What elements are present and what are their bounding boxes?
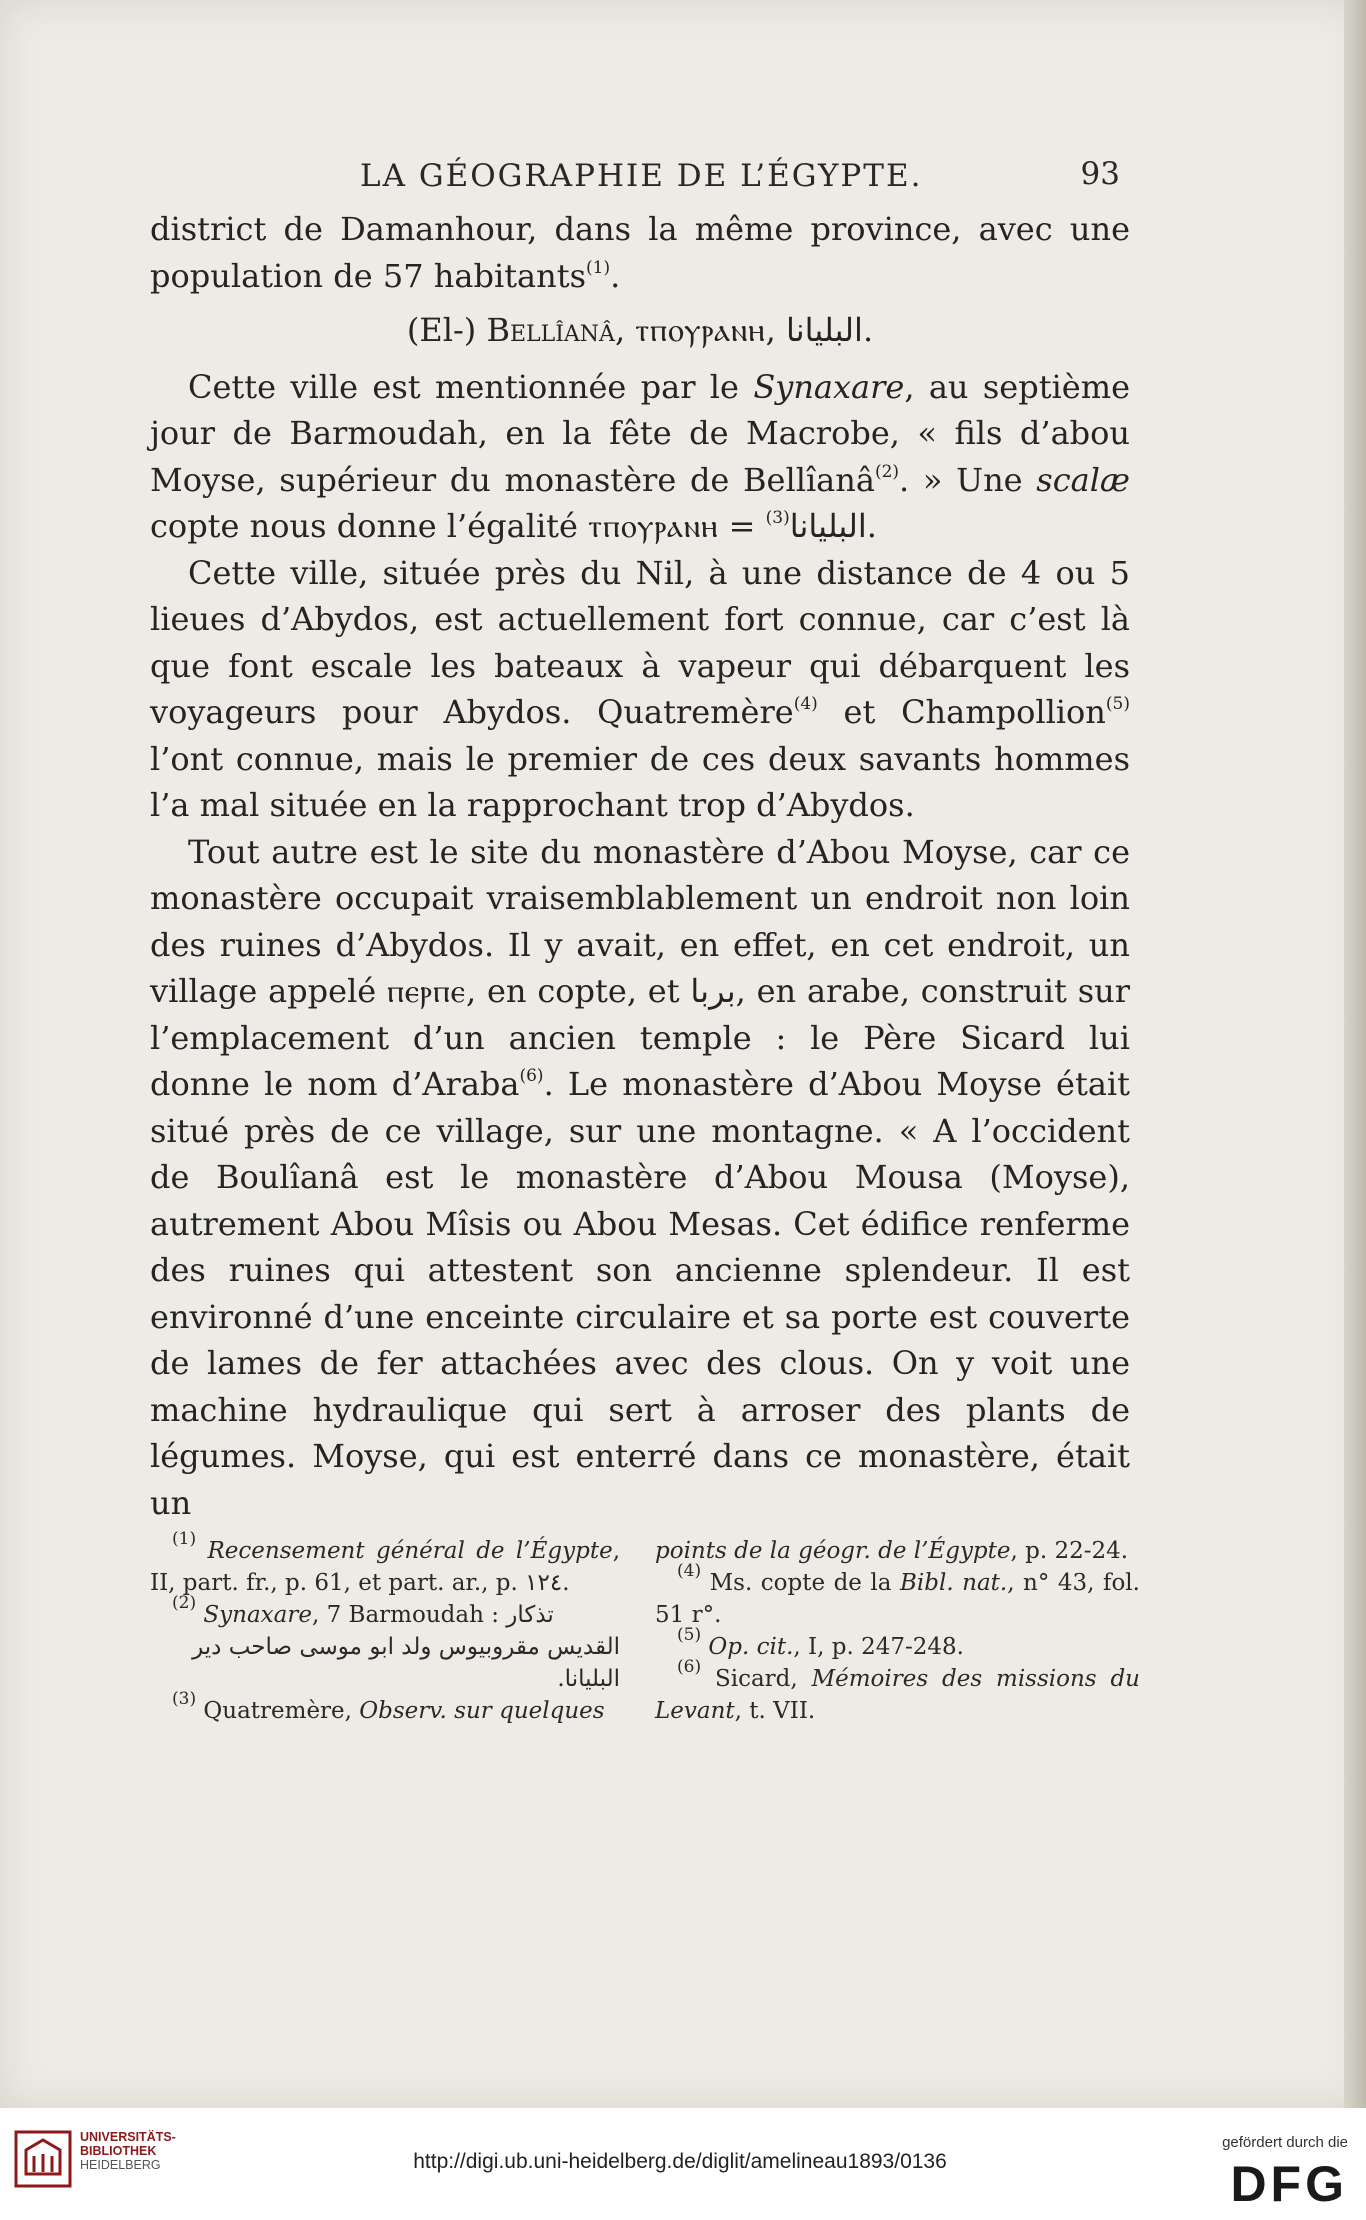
page-edge [1344,0,1366,2108]
footnotes [150,1529,1140,1745]
footnote-6: $^{(6)}$ Sicard, Mémoires des missions du Levant, t. VII. [655,1657,1140,1724]
footnote-1: $^{(1)}$ Recensement général de l’Égypte, II, part. fr., p. 61, et part. ar., p. ١٢٤. [150,1529,620,1596]
footnote-4: $^{(4)}$ Ms. copte de la Bibl. nat., n° 43, fol. 51 r°. [655,1561,1140,1628]
running-head [150,152,1130,204]
footnotes-right-column [655,1535,1140,1727]
paragraph-2: Cette ville, située près du Nil, à une distance de 4 ou 5 lieues d’Abydos, est actuellement fort connue, car c’est là que font escale les bateaux à vapeur qui débarquent les voyageurs pour Abydos. Quatremère$^{(4)}$ et Champollion$^{(5)}$ l’ont connue, mais le premier de ces deux savants hommes l’a mal située en la rapprochant trop d’Abydos. [150,553,1131,824]
footnote-ref-6[interactable]: (6) [519,1066,544,1086]
footnote-ref-3[interactable]: (3) [765,508,790,528]
footnote-5: $^{(5)}$ Op. cit., I, p. 247-248. [677,1625,964,1660]
university-library-logo-icon [12,2128,74,2190]
entry-name: Bellîanâ [486,311,615,349]
entry-arabic: البليانا [785,311,863,349]
footnote-ref-1[interactable]: (1) [586,257,611,278]
page-number: 93 [1080,156,1120,192]
entry-coptic: ⲧⲡⲟⲩⲣⲁⲛⲏ [635,311,766,349]
footnote-ref-2[interactable]: (2) [874,461,900,482]
footnotes-left-column [150,1529,620,1727]
funding-caption: gefördert durch die [1222,2134,1348,2151]
footnote-ref-5[interactable]: (5) [1105,694,1131,714]
footnote-2-arabic: القديس مقروبيوس ولد ابو موسى صاحب دير البليانا. [192,1634,620,1692]
footnote-3-continued: points de la géogr. de l’Égypte, p. 22-24. [655,1538,1129,1564]
paragraph-1: Cette ville est mentionnée par le Synaxare, au septième jour de Barmoudah, en la fête de Macrobe, « fils d’abou Moyse, supérieur du monastère de Bellîanâ$^{(2)}$. » Une scalæ copte nous donne l’égalité ⲧⲡⲟⲩⲣⲁⲛⲏ = البليانا$^{(3)}$ . [150,367,1131,545]
main-text [150,206,1130,1526]
dfg-logo: DFG [1230,2156,1348,2212]
running-title: LA GÉOGRAPHIE DE L’ÉGYPTE. [360,158,923,194]
permalink-url[interactable]: http://digi.ub.uni-heidelberg.de/diglit/amelineau1893/0136 [413,2150,947,2173]
entry-heading: (El-) Bellîanâ, ⲧⲡⲟⲩⲣⲁⲛⲏ, البليانا. [406,311,874,349]
footnote-ref-4[interactable]: (4) [793,694,818,714]
paragraph-0: district de Damanhour, dans la même province, avec une population de 57 habitants$^{(1)}$. [150,210,1130,295]
footnote-3: $^{(3)}$ Quatremère, Observ. sur quelques [172,1689,605,1724]
footnote-2: $^{(2)}$ Synaxare, 7 Barmoudah : تذكار [172,1593,554,1628]
library-name: UNIVERSITÄTS- BIBLIOTHEK HEIDELBERG [80,2130,176,2172]
paragraph-3: Tout autre est le site du monastère d’Abou Moyse, car ce monastère occupait vraisemblablement un endroit non loin des ruines d’Abydos. Il y avait, en effet, en cet endroit, un village appelé ⲡⲉⲣⲡⲉ, en copte, et بربا, en arabe, construit sur l’emplacement d’un ancien temple : le Père Sicard lui donne le nom d’Araba$^{(6)}$. Le monastère d’Abou Moyse était situé près de ce village, sur une montagne. « A l’occident de Boulîanâ est le monastère d’Abou Mousa (Moyse), autrement Abou Mîsis ou Abou Mesas. Cet édifice renferme des ruines qui attestent son ancienne splendeur. Il est environné d’une enceinte circulaire et sa porte est couverte de lames de fer attachées avec des clous. On y voit une machine hydraulique qui sert à arroser des plants de légumes. Moyse, qui est enterré dans ce monastère, était un [150,832,1131,1522]
